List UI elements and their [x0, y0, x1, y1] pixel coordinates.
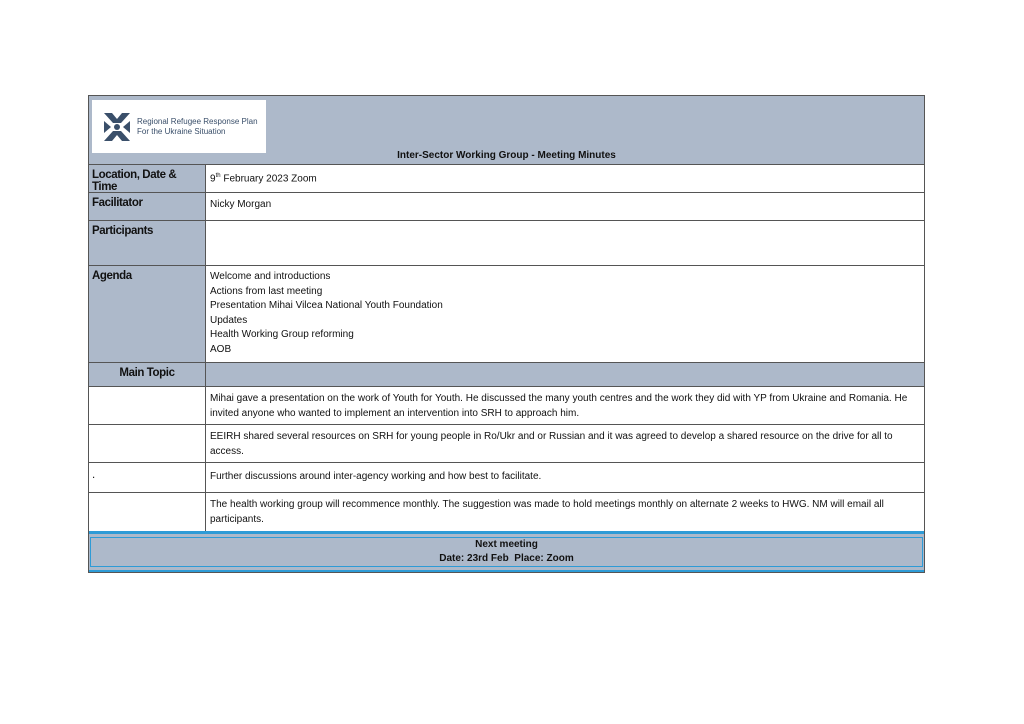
next-meeting-title: Next meeting: [475, 539, 538, 550]
facilitator-row: [89, 193, 924, 221]
agenda-item: Welcome and introductions: [210, 271, 331, 282]
location-value: [206, 165, 924, 192]
topic-label: [89, 387, 206, 424]
location-day: 9: [210, 173, 216, 185]
agenda-item: Presentation Mihai Vilcea National Youth Foundation: [210, 300, 443, 311]
topic-row: [89, 425, 924, 463]
logo: [92, 100, 266, 153]
logo-line-2: For the Ukraine Situation: [137, 127, 226, 136]
agenda-row: [89, 266, 924, 363]
agenda-item: Updates: [210, 314, 248, 326]
topic-label: .: [89, 463, 206, 492]
agenda-label: Agenda: [89, 266, 206, 362]
topic-text: The health working group will recommence monthly. The suggestion was made to hold meetings monthly on alternate 2 weeks to HWG. NM will email all participants.: [210, 499, 884, 525]
topic-row: [89, 387, 924, 425]
facilitator-label: Facilitator: [89, 193, 206, 220]
main-topic-label: Main Topic: [89, 363, 206, 386]
rrp-logo-icon: [102, 111, 132, 143]
main-topic-value: [206, 363, 924, 386]
location-rest: February 2023 Zoom: [220, 173, 317, 185]
topic-label: [89, 425, 206, 462]
topic-row: [89, 493, 924, 531]
location-day-suffix: th: [215, 173, 221, 179]
topic-text: Mihai gave a presentation on the work of Youth for Youth. He discussed the many youth centres and the work they did with YP from Ukraine and Romania. He invited anyone who wanted to implement an intervention into SRH to approach him.: [210, 393, 908, 419]
topic-label: [89, 493, 206, 531]
location-label: Location, Date & Time: [89, 165, 206, 192]
main-topic-row: [89, 363, 924, 387]
header: [89, 96, 924, 165]
minutes-sheet: [88, 95, 925, 573]
agenda-item: Actions from last meeting: [210, 285, 323, 297]
next-meeting-section: [89, 531, 924, 572]
logo-line-1: Regional Refugee Response Plan: [137, 117, 258, 126]
next-meeting-details: Date: 23rd Feb Place: Zoom: [439, 553, 574, 564]
agenda-list: [206, 266, 924, 362]
location-row: [89, 165, 924, 193]
participants-row: [89, 221, 924, 266]
participants-value: [206, 221, 924, 265]
agenda-item: AOB: [210, 343, 232, 355]
next-meeting-box: [90, 537, 923, 567]
participants-label: Participants: [89, 221, 206, 265]
topic-text: EEIRH shared several resources on SRH for young people in Ro/Ukr and or Russian and it was agreed to develop a shared resource on the drive for all to access.: [210, 431, 893, 457]
topic-text: Further discussions around inter-agency working and how best to facilitate.: [210, 471, 542, 482]
page-title: Inter-Sector Working Group - Meeting Minutes: [397, 150, 616, 161]
facilitator-value: Nicky Morgan: [210, 199, 272, 210]
topic-row: [89, 463, 924, 493]
logo-text: [137, 117, 258, 137]
agenda-item: Health Working Group reforming: [210, 329, 354, 340]
